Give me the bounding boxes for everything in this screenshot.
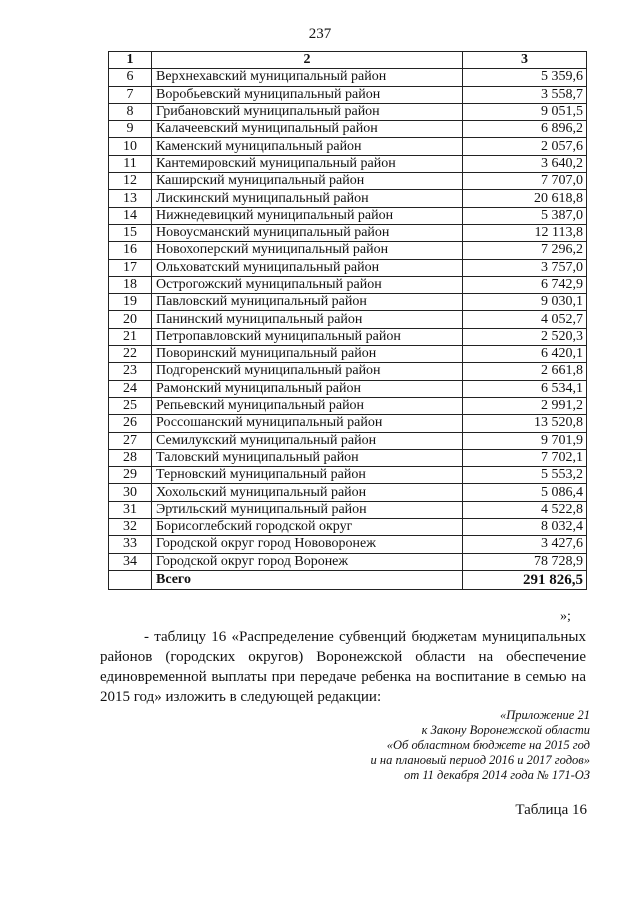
district-name: Лискинский муниципальный район (152, 190, 463, 207)
total-number-cell (109, 570, 152, 589)
row-number: 22 (109, 346, 152, 363)
subvention-value: 2 057,6 (463, 138, 587, 155)
table-row (109, 415, 587, 432)
row-number: 16 (109, 242, 152, 259)
column-header-name: 2 (152, 52, 463, 69)
column-header-number: 1 (109, 52, 152, 69)
table-row (109, 103, 587, 120)
appendix-line: «Приложение 21 (500, 708, 590, 722)
subvention-value: 3 640,2 (463, 155, 587, 172)
row-number: 6 (109, 69, 152, 86)
district-name: Новоусманский муниципальный район (152, 224, 463, 241)
table-row (109, 346, 587, 363)
district-name: Таловский муниципальный район (152, 449, 463, 466)
row-number: 13 (109, 190, 152, 207)
row-number: 9 (109, 121, 152, 138)
table-row (109, 311, 587, 328)
subvention-value: 3 427,6 (463, 536, 587, 553)
table-row (109, 501, 587, 518)
table-row (109, 86, 587, 103)
district-name: Хохольский муниципальный район (152, 484, 463, 501)
subvention-value: 6 896,2 (463, 121, 587, 138)
row-number: 31 (109, 501, 152, 518)
table-row (109, 294, 587, 311)
row-number: 25 (109, 397, 152, 414)
table-row (109, 155, 587, 172)
row-number: 32 (109, 519, 152, 536)
table-row (109, 432, 587, 449)
table-label: Таблица 16 (515, 802, 587, 818)
row-number: 30 (109, 484, 152, 501)
table-row (109, 484, 587, 501)
subvention-value: 7 702,1 (463, 449, 587, 466)
table-row (109, 224, 587, 241)
district-name: Верхнехавский муниципальный район (152, 69, 463, 86)
district-name: Терновский муниципальный район (152, 467, 463, 484)
district-name: Поворинский муниципальный район (152, 346, 463, 363)
subvention-value: 7 296,2 (463, 242, 587, 259)
table-header-row (109, 52, 587, 69)
table-row (109, 138, 587, 155)
table-row (109, 190, 587, 207)
subvention-value: 13 520,8 (463, 415, 587, 432)
district-name: Подгоренский муниципальный район (152, 363, 463, 380)
subvention-value: 78 728,9 (463, 553, 587, 570)
subvention-value: 2 661,8 (463, 363, 587, 380)
row-number: 15 (109, 224, 152, 241)
appendix-line: от 11 декабря 2014 года № 171-ОЗ (403, 768, 590, 782)
district-name: Калачеевский муниципальный район (152, 121, 463, 138)
row-number: 10 (109, 138, 152, 155)
subvention-value: 4 522,8 (463, 501, 587, 518)
row-number: 17 (109, 259, 152, 276)
amendment-paragraph (100, 627, 586, 707)
appendix-header (300, 708, 590, 783)
subvention-value: 9 701,9 (463, 432, 587, 449)
subvention-value: 2 991,2 (463, 397, 587, 414)
row-number: 18 (109, 276, 152, 293)
closing-quote: »; (560, 609, 571, 624)
table-row (109, 397, 587, 414)
district-name: Семилукский муниципальный район (152, 432, 463, 449)
subvention-value: 6 742,9 (463, 276, 587, 293)
district-name: Панинский муниципальный район (152, 311, 463, 328)
amendment-text: - таблицу 16 «Распределение субвенций бюджетам муниципальных районов (городских округов) Воронежской области на обеспечение единовременной выплаты при передаче ребенка на воспитание в семью на 2015 год» изложить в следующей редакции: (100, 629, 586, 705)
row-number: 14 (109, 207, 152, 224)
district-name: Кантемировский муниципальный район (152, 155, 463, 172)
row-number: 12 (109, 173, 152, 190)
district-name: Воробьевский муниципальный район (152, 86, 463, 103)
row-number: 28 (109, 449, 152, 466)
table-row (109, 276, 587, 293)
subvention-value: 5 086,4 (463, 484, 587, 501)
district-name: Грибановский муниципальный район (152, 103, 463, 120)
district-name: Острогожский муниципальный район (152, 276, 463, 293)
district-name: Городской округ город Нововоронеж (152, 536, 463, 553)
subvention-value: 6 420,1 (463, 346, 587, 363)
table-row (109, 363, 587, 380)
subvention-value: 2 520,3 (463, 328, 587, 345)
row-number: 23 (109, 363, 152, 380)
district-name: Городской округ город Воронеж (152, 553, 463, 570)
row-number: 21 (109, 328, 152, 345)
subvention-value: 7 707,0 (463, 173, 587, 190)
district-name: Репьевский муниципальный район (152, 397, 463, 414)
table-row (109, 69, 587, 86)
row-number: 34 (109, 553, 152, 570)
district-name: Новохоперский муниципальный район (152, 242, 463, 259)
row-number: 29 (109, 467, 152, 484)
appendix-line: «Об областном бюджете на 2015 год (386, 738, 590, 752)
district-name: Эртильский муниципальный район (152, 501, 463, 518)
district-name: Борисоглебский городской округ (152, 519, 463, 536)
table-row (109, 519, 587, 536)
row-number: 19 (109, 294, 152, 311)
subvention-value: 8 032,4 (463, 519, 587, 536)
total-label: Всего (152, 570, 463, 589)
subvention-value: 5 553,2 (463, 467, 587, 484)
district-name: Петропавловский муниципальный район (152, 328, 463, 345)
appendix-line: к Закону Воронежской области (421, 723, 590, 737)
column-header-value: 3 (463, 52, 587, 69)
table-row (109, 553, 587, 570)
subvention-value: 5 387,0 (463, 207, 587, 224)
table-row (109, 328, 587, 345)
subvention-value: 20 618,8 (463, 190, 587, 207)
district-name: Каменский муниципальный район (152, 138, 463, 155)
total-value: 291 826,5 (463, 570, 587, 589)
table-row (109, 449, 587, 466)
table-row (109, 207, 587, 224)
subvention-value: 9 030,1 (463, 294, 587, 311)
row-number: 11 (109, 155, 152, 172)
subvention-value: 6 534,1 (463, 380, 587, 397)
total-row (109, 570, 587, 589)
subvention-value: 3 757,0 (463, 259, 587, 276)
subvention-value: 12 113,8 (463, 224, 587, 241)
subvention-value: 4 052,7 (463, 311, 587, 328)
page-number: 237 (308, 26, 332, 42)
row-number: 26 (109, 415, 152, 432)
appendix-line: и на плановый период 2016 и 2017 годов» (370, 753, 590, 767)
row-number: 8 (109, 103, 152, 120)
table-row (109, 173, 587, 190)
row-number: 27 (109, 432, 152, 449)
subvention-table (108, 51, 587, 590)
table-row (109, 536, 587, 553)
table-row (109, 242, 587, 259)
row-number: 33 (109, 536, 152, 553)
row-number: 24 (109, 380, 152, 397)
subvention-value: 3 558,7 (463, 86, 587, 103)
row-number: 7 (109, 86, 152, 103)
table-body (109, 69, 587, 571)
table-row (109, 121, 587, 138)
district-name: Ольховатский муниципальный район (152, 259, 463, 276)
table-row (109, 380, 587, 397)
district-name: Павловский муниципальный район (152, 294, 463, 311)
subvention-value: 9 051,5 (463, 103, 587, 120)
table-row (109, 259, 587, 276)
district-name: Каширский муниципальный район (152, 173, 463, 190)
subvention-value: 5 359,6 (463, 69, 587, 86)
row-number: 20 (109, 311, 152, 328)
table-row (109, 467, 587, 484)
district-name: Рамонский муниципальный район (152, 380, 463, 397)
district-name: Россошанский муниципальный район (152, 415, 463, 432)
district-name: Нижнедевицкий муниципальный район (152, 207, 463, 224)
